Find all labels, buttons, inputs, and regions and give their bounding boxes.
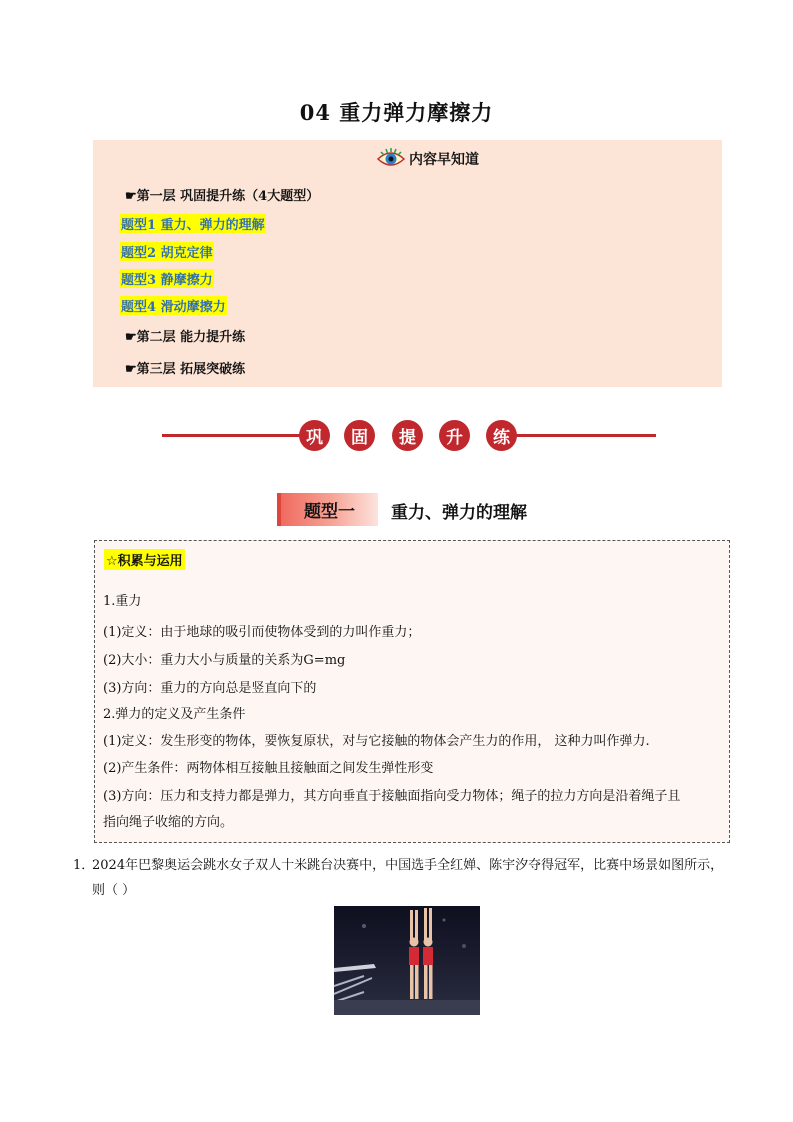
diving-photo [334, 906, 480, 1015]
question-1 [73, 853, 733, 903]
banner-char-4: 升 [439, 420, 470, 451]
toc-layer-3[interactable]: ☛第三层 拓展突破练 [125, 362, 246, 377]
toc-heading: 内容早知道 [376, 147, 479, 171]
toc-layer-2[interactable]: ☛第二层 能力提升练 [125, 330, 246, 345]
knowledge-box [94, 540, 730, 843]
question-text: 2024年巴黎奥运会跳水女子双人十米跳台决赛中，中国选手全红婵、陈宇汐夺得冠军，比赛中场景如图所示，则（ ） [92, 858, 724, 898]
question-number: 1． [73, 858, 95, 873]
banner-char-5: 练 [486, 420, 517, 451]
knowledge-heading: ☆积累与运用 [104, 549, 185, 570]
toc-topic-4[interactable]: 题型4 滑动摩擦力 [120, 296, 227, 315]
knowledge-line: 1.重力 [103, 594, 142, 609]
toc-topic-1[interactable]: 题型1 重力、弹力的理解 [120, 214, 266, 233]
knowledge-line: (2)大小：重力大小与质量的关系为G=mg [103, 653, 346, 668]
banner-line-left [162, 434, 300, 437]
table-of-contents [93, 140, 722, 387]
knowledge-line: (1)定义：发生形变的物体，要恢复原状，对与它接触的物体会产生力的作用， 这种力叫作弹力. [103, 734, 650, 749]
section-banner [0, 418, 793, 454]
knowledge-line: (3)方向：压力和支持力都是弹力，其方向垂直于接触面指向受力物体；绳子的拉力方向是沿着绳子且 [103, 789, 681, 804]
banner-char-2: 固 [344, 420, 375, 451]
knowledge-line: (2)产生条件：两物体相互接触且接触面之间发生弹性形变 [103, 761, 434, 776]
eye-icon [376, 148, 406, 170]
banner-char-3: 提 [392, 420, 423, 451]
toc-topic-2[interactable]: 题型2 胡克定律 [120, 242, 214, 261]
knowledge-line: 2.弹力的定义及产生条件 [103, 707, 246, 722]
banner-char-1: 巩 [299, 420, 330, 451]
toc-layer-1[interactable]: ☛第一层 巩固提升练（4大题型） [125, 189, 320, 204]
knowledge-line: 指向绳子收缩的方向。 [103, 815, 234, 830]
page-title: 04 重力弹力摩擦力 [299, 100, 494, 125]
knowledge-line: (1)定义：由于地球的吸引而使物体受到的力叫作重力； [103, 625, 421, 640]
section-title: 重力、弹力的理解 [391, 503, 527, 523]
section-tag: 题型一 [277, 493, 378, 526]
toc-topic-3[interactable]: 题型3 静摩擦力 [120, 269, 214, 288]
banner-line-right [516, 434, 656, 437]
knowledge-line: (3)方向：重力的方向总是竖直向下的 [103, 681, 317, 696]
